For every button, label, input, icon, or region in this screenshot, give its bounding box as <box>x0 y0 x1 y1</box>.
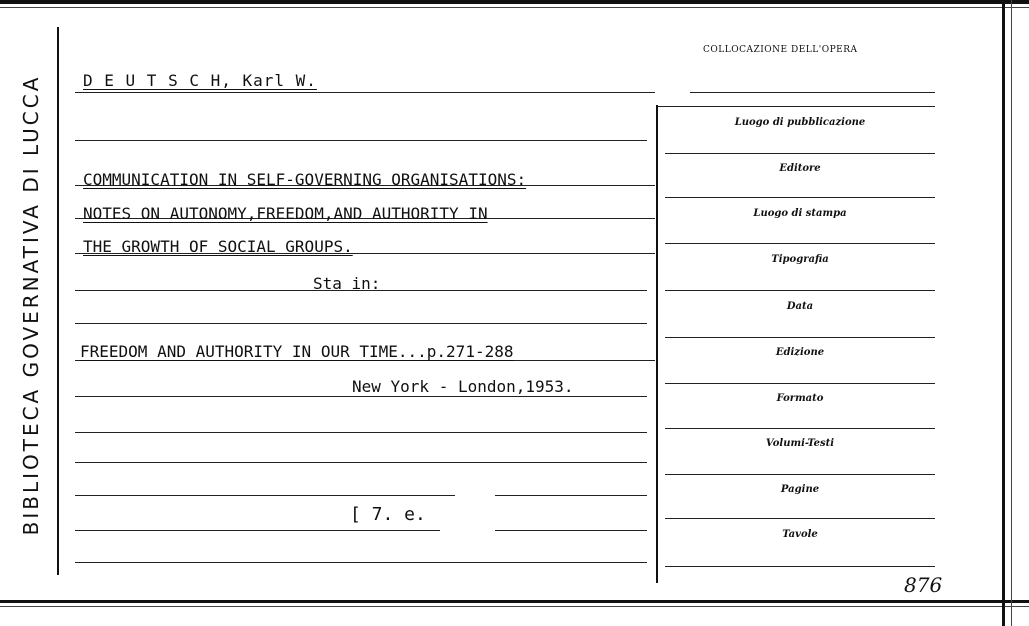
card-right-edge <box>1002 0 1005 626</box>
card-right-edge-inner <box>1011 0 1012 626</box>
title-line-3: THE GROWTH OF SOCIAL GROUPS. <box>83 237 353 256</box>
handwritten-number: 876 <box>904 573 943 597</box>
title-line-1: COMMUNICATION IN SELF-GOVERNING ORGANISATIONS: <box>83 170 527 189</box>
field-luogo-pubblicazione: Luogo di pubblicazione <box>734 117 866 128</box>
card-top-edge <box>0 0 1029 4</box>
source-title: FREEDOM AND AUTHORITY IN OUR TIME...p.271-288 <box>80 342 514 361</box>
field-formato: Formato <box>776 393 824 404</box>
field-tipografia: Tipografia <box>771 254 829 265</box>
left-margin-rule <box>57 27 59 575</box>
field-editore: Editore <box>779 163 821 174</box>
field-pagine: Pagine <box>780 484 820 495</box>
card-top-edge-inner <box>0 7 1029 8</box>
imprint: New York - London,1953. <box>352 377 574 396</box>
card-bottom-edge <box>0 600 1029 603</box>
collocation-column-rule <box>656 105 658 583</box>
field-luogo-stampa: Luogo di stampa <box>753 208 847 219</box>
author-heading: D E U T S C H, Karl W. <box>83 71 317 90</box>
card-bottom-edge-inner <box>0 606 1029 607</box>
field-volumi-testi: Volumi-Testi <box>765 438 835 449</box>
title-line-2: NOTES ON AUTONOMY,FREEDOM,AND AUTHORITY IN <box>83 204 488 223</box>
shelfmark: [ 7. e. <box>350 504 426 525</box>
field-data: Data <box>786 301 814 312</box>
library-stamp: BIBLIOTECA GOVERNATIVA DI LUCCA <box>19 74 43 536</box>
sta-in-label: Sta in: <box>313 274 381 293</box>
field-tavole: Tavole <box>782 529 818 540</box>
field-edizione: Edizione <box>775 347 825 358</box>
collocation-header: COLLOCAZIONE DELL'OPERA <box>703 45 858 55</box>
